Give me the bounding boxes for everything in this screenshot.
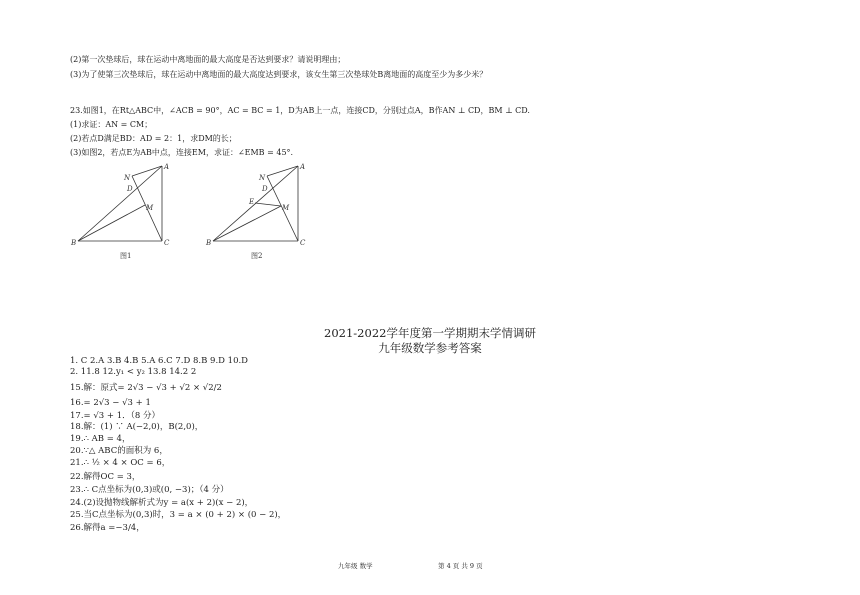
question-23-part-2: (2)若点D满足BD：AD = 2：1，求DM的长； [70,134,237,143]
answer-line: 26.解得a =−3/4， [70,523,145,533]
fig2-label-e: E [249,198,255,206]
answer-line: 1. C 2.A 3.B 4.B 5.A 6.C 7.D 8.B 9.D 10.D [70,356,248,366]
fig1-label-n: N [124,174,131,182]
figure-1 [60,158,200,264]
answer-line: 23.∴ C点坐标为(0,3)或(0, −3)；（4 分） [70,485,229,495]
question-23-part-3: (3)如图2，若点E为AB中点，连接EM，求证：∠EMB = 45°. [70,148,294,157]
answer-line: 17.= √3 + 1．（8 分） [70,411,160,421]
answer-line: 16.= 2√3 − √3 + 1 [70,398,151,408]
fig1-caption: 图1 [120,252,132,260]
answer-line: 22.解得OC = 3， [70,472,141,482]
figure-2 [195,158,335,264]
question-23-stem: 23.如图1，在Rt△ABC中，∠ACB = 90°，AC = BC = 1，D为AB上一点，连接CD，分别过点A，B作AN ⊥ CD，BM ⊥ CD. [70,106,530,115]
answer-line: 19.∴ AB = 4， [70,434,131,444]
answer-line: 15.解：原式= 2√3 − √3 + √2 × √2/2 [70,383,222,393]
answer-title: 2021-2022学年度第一学期期末学情调研 [324,326,536,340]
fig1-label-a: A [164,163,170,171]
answer-line: 25.当C点坐标为(0,3)时，3 = a × (0 + 2) × (0 − 2)， [70,510,287,520]
question-22-part-2: (2)第一次垫球后，球在运动中离地面的最大高度是否达到要求？请说明理由； [70,55,346,64]
question-22-part-3: (3)为了使第三次垫球后，球在运动中离地面的最大高度达到要求，该女生第三次垫球处B离地面的高度至少为多少米？ [70,70,488,79]
fig2-label-c: C [300,239,306,247]
fig2-label-n: N [259,174,266,182]
answer-line: 21.∴ ½ × 4 × OC = 6， [70,458,171,468]
fig2-label-b: B [206,239,212,247]
fig2-caption: 图2 [251,252,263,260]
answer-line: 2. 11.8 12.y₁ < y₂ 13.8 14.2 2 [70,367,197,377]
footer-subject: 九年级 数学 [338,562,373,570]
fig2-label-a: A [300,163,306,171]
fig1-label-b: B [71,239,77,247]
fig1-label-d: D [127,185,133,193]
answer-subtitle: 九年级数学参考答案 [378,341,482,355]
footer-page-number: 第 4 页 共 9 页 [438,562,483,570]
question-23-part-1: (1)求证：AN = CM； [70,120,153,129]
fig1-label-m: M [146,204,154,212]
fig2-label-m: M [282,204,290,212]
answer-line: 20.∵△ ABC的面积为 6， [70,446,168,456]
answer-line: 24.(2)设抛物线解析式为y = a(x + 2)(x − 2)， [70,498,254,508]
answer-line: 18.解：(1) ∵ A(−2,0)，B(2,0)， [70,422,204,432]
fig2-label-d: D [262,185,268,193]
fig1-label-c: C [164,239,170,247]
